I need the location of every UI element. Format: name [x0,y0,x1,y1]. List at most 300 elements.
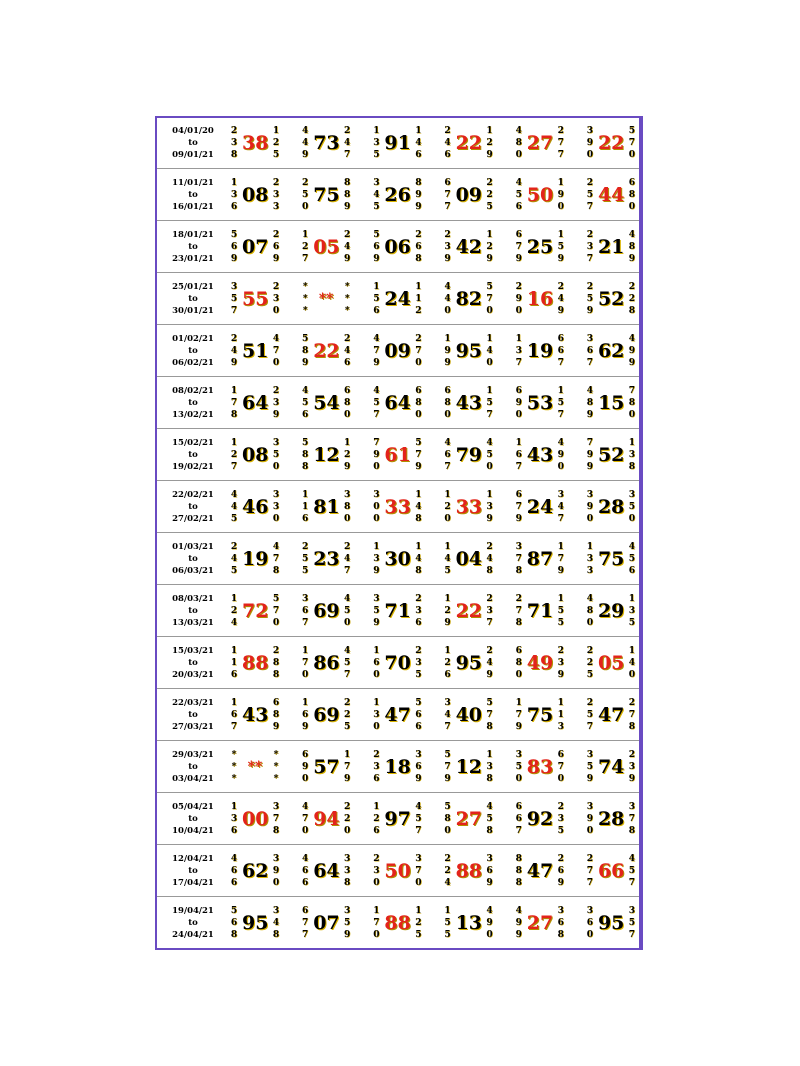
pana-digit: 1 [557,593,564,604]
close-pana [556,385,566,421]
pana-digit: 3 [586,126,594,136]
close-pana [485,593,495,629]
pana-digit: 9 [586,501,594,512]
close-pana [556,801,566,837]
pana-digit: 9 [230,253,238,264]
jodi-number: 97 [384,807,411,830]
close-pana [627,437,637,473]
day-cell [300,177,352,213]
date-to: 10/04/21 [172,825,214,836]
jodi-number: 95 [455,651,483,674]
open-pana [300,281,310,317]
pana-digit: 6 [373,773,380,784]
pana-digit: 4 [272,541,280,552]
open-pana [229,541,239,577]
day-cell [229,697,281,733]
pana-digit: 2 [415,593,422,604]
pana-digit: 8 [586,397,594,408]
table-row [157,896,639,948]
pana-digit: 9 [557,669,564,680]
close-pana [627,853,637,889]
jodi-number: 81 [313,495,340,518]
pana-digit: * [273,749,279,760]
pana-digit: 2 [486,189,493,200]
date-range [157,853,229,889]
pana-digit: 8 [628,461,636,472]
pana-digit: 7 [415,865,422,876]
date-range [157,333,229,369]
pana-digit: 0 [628,513,636,524]
pana-digit: 4 [444,293,451,304]
open-pana [514,801,524,837]
jodi-number: 47 [526,859,554,882]
pana-digit: 4 [557,293,564,304]
close-pana [342,385,352,421]
pana-digit: 7 [302,617,309,628]
pana-digit: 2 [486,593,493,604]
pana-digit: 3 [515,749,522,760]
pana-digit: 1 [557,709,564,720]
pana-digit: 7 [557,150,564,160]
open-pana [300,853,310,889]
pana-digit: 0 [373,501,380,512]
pana-digit: 3 [272,293,280,304]
pana-digit: 5 [230,513,238,524]
pana-digit: 7 [628,138,636,148]
pana-digit: 2 [344,697,351,708]
close-pana [627,125,637,161]
pana-digit: 8 [302,461,309,472]
date-range [157,281,229,317]
pana-digit: 1 [515,437,522,448]
pana-digit: 3 [557,721,564,732]
close-pana [556,437,566,473]
pana-digit: 0 [586,929,594,940]
pana-digit: 7 [373,437,380,448]
pana-digit: * [344,281,350,292]
pana-digit: 4 [344,553,351,564]
pana-digit: 3 [628,761,636,772]
jodi-number: 95 [455,339,483,362]
open-pana [300,333,310,369]
pana-digit: 9 [515,293,522,304]
jodi-number: 40 [455,703,483,726]
date-to: 19/02/21 [172,461,214,472]
open-pana [300,541,310,577]
pana-digit: 4 [230,489,238,500]
close-pana [627,749,637,785]
pana-digit: 0 [586,513,594,524]
pana-digit: 2 [373,853,380,864]
pana-digit: 2 [486,541,493,552]
pana-digit: 0 [486,357,493,368]
pana-digit: 4 [444,281,451,292]
close-pana [485,645,495,681]
day-cell [443,125,495,161]
pana-digit: 9 [444,357,451,368]
jodi-number: 38 [242,132,269,154]
close-pana [485,229,495,265]
jodi-number: 69 [313,599,340,622]
pana-digit: 2 [486,645,493,656]
open-pana [229,593,239,629]
pana-digit: 4 [515,177,522,188]
pana-digit: 1 [230,437,238,448]
day-cell [514,853,566,889]
pana-digit: 7 [515,709,522,720]
pana-digit: 1 [344,749,351,760]
open-pana [300,229,310,265]
pana-digit: 3 [415,749,422,760]
jodi-number: 33 [455,495,483,518]
pana-digit: 8 [415,397,422,408]
pana-digit: 1 [415,489,422,500]
pana-digit: 3 [272,501,280,512]
day-cell [229,853,281,889]
pana-digit: 8 [486,721,493,732]
pana-digit: 7 [628,385,636,396]
jodi-number: 42 [455,235,483,258]
day-cells [229,281,639,317]
day-cell [585,853,637,889]
table-row [157,272,639,324]
pana-digit: 8 [230,409,238,420]
day-cells [229,333,639,369]
day-cells [229,489,639,525]
pana-digit: 7 [586,437,594,448]
pana-digit: 1 [486,489,493,500]
pana-digit: 3 [230,281,238,292]
date-to-label: to [188,397,198,408]
pana-digit: 3 [344,905,351,916]
pana-digit: 5 [557,241,564,252]
pana-digit: 5 [344,721,351,732]
day-cell [229,281,281,317]
pana-digit: 0 [373,929,380,940]
open-pana [514,125,524,161]
pana-digit: 8 [344,877,351,888]
day-cell [229,749,281,785]
pana-digit: 6 [515,229,522,240]
pana-digit: 6 [302,709,309,720]
day-cell [514,801,566,837]
open-pana [300,489,310,525]
close-pana [271,177,281,213]
close-pana [627,281,637,317]
day-cell [514,437,566,473]
pana-digit: 0 [415,357,422,368]
pana-digit: 4 [415,138,422,148]
jodi-number: 08 [242,443,269,466]
pana-digit: 4 [486,345,493,356]
day-cell [585,489,637,525]
pana-digit: 4 [230,617,238,628]
date-from: 22/02/21 [172,489,214,500]
jodi-number: 05 [597,651,625,674]
close-pana [271,281,281,317]
jodi-number: 46 [242,495,269,518]
day-cell [300,593,352,629]
open-pana [514,853,524,889]
pana-digit: 7 [272,345,280,356]
date-to: 06/02/21 [172,357,214,368]
pana-digit: 9 [444,773,451,784]
jodi-number: 79 [455,443,483,466]
pana-digit: 5 [586,293,594,304]
pana-digit: 0 [272,357,280,368]
open-pana [514,645,524,681]
open-pana [585,853,595,889]
pana-digit: 6 [557,749,564,760]
day-cell [371,541,423,577]
pana-digit: 8 [415,253,422,264]
pana-digit: 2 [272,177,280,188]
pana-digit: 1 [486,333,493,344]
pana-digit: 0 [586,825,594,836]
pana-digit: 6 [415,617,422,628]
pana-digit: 4 [373,189,380,200]
date-from: 18/01/21 [172,229,214,240]
date-to-label: to [188,865,198,876]
day-cell [300,229,352,265]
pana-digit: 4 [302,138,309,148]
pana-digit: 2 [444,853,451,864]
close-pana [556,905,566,941]
pana-digit: 3 [515,345,522,356]
day-cell [229,645,281,681]
pana-digit: 2 [272,385,280,396]
pana-digit: 6 [415,150,422,160]
open-pana [229,801,239,837]
pana-digit: 8 [230,929,238,940]
day-cell [300,801,352,837]
open-pana [585,593,595,629]
pana-digit: 6 [515,489,522,500]
close-pana [342,281,352,317]
pana-digit: 9 [373,357,380,368]
pana-digit: 7 [586,201,594,212]
close-pana [485,437,495,473]
close-pana [556,593,566,629]
day-cell [371,801,423,837]
pana-digit: 7 [230,397,238,408]
open-pana [300,905,310,941]
jodi-number: 55 [242,287,269,310]
pana-digit: 5 [515,189,522,200]
pana-digit: 8 [628,305,636,316]
jodi-number: 22 [597,132,625,154]
pana-digit: 0 [373,669,380,680]
pana-digit: 9 [586,138,594,148]
pana-digit: 0 [344,513,351,524]
pana-digit: 2 [515,593,522,604]
pana-digit: * [231,761,237,772]
pana-digit: 3 [557,905,564,916]
close-pana [413,177,423,213]
day-cell [371,177,423,213]
day-cell [371,593,423,629]
day-cells [229,749,639,785]
pana-digit: 9 [486,253,493,264]
close-pana [556,697,566,733]
pana-digit: 5 [557,605,564,616]
pana-digit: 3 [586,241,594,252]
pana-digit: 2 [444,657,451,668]
pana-digit: 8 [515,617,522,628]
jodi-number: 51 [242,339,269,362]
jodi-number: 88 [242,651,269,674]
pana-digit: 2 [272,281,280,292]
pana-digit: 0 [302,201,309,212]
date-range [157,229,229,265]
jodi-number: 28 [597,495,625,518]
pana-digit: 9 [557,449,564,460]
pana-digit: 0 [272,513,280,524]
date-from: 08/02/21 [172,385,214,396]
pana-digit: 5 [628,126,636,136]
jodi-number: 15 [597,391,625,414]
jodi-number: 27 [455,807,483,830]
pana-digit: 0 [415,877,422,888]
close-pana [271,697,281,733]
pana-digit: 2 [344,126,351,136]
pana-digit: 5 [515,761,522,772]
pana-digit: 1 [230,177,238,188]
pana-digit: 3 [586,565,594,576]
day-cell [443,853,495,889]
pana-digit: 6 [628,177,636,188]
day-cells [229,905,639,941]
pana-digit: 9 [486,513,493,524]
pana-digit: 6 [373,241,380,252]
jodi-number: 87 [526,547,554,570]
pana-digit: 6 [373,305,380,316]
pana-digit: 3 [302,593,309,604]
pana-digit: 9 [344,253,351,264]
pana-digit: 7 [557,357,564,368]
pana-digit: 9 [515,253,522,264]
jodi-number: 27 [526,132,554,154]
pana-digit: 7 [628,877,636,888]
close-pana [556,749,566,785]
pana-digit: 7 [415,345,422,356]
pana-digit: 4 [515,126,522,136]
pana-digit: 6 [515,449,522,460]
jodi-number: 66 [597,859,625,882]
jodi-number: 64 [242,391,269,414]
pana-digit: 7 [515,605,522,616]
pana-digit: 2 [586,177,594,188]
pana-digit: 1 [486,749,493,760]
pana-digit: 6 [230,865,238,876]
day-cell [229,541,281,577]
pana-digit: 8 [486,773,493,784]
date-to-label: to [188,917,198,928]
pana-digit: 2 [444,501,451,512]
pana-digit: 1 [373,645,380,656]
pana-digit: 3 [628,605,636,616]
close-pana [342,125,352,161]
jodi-number: 22 [455,132,483,154]
pana-digit: 7 [557,409,564,420]
pana-digit: 3 [344,865,351,876]
pana-digit: * [344,293,350,304]
day-cell [585,749,637,785]
close-pana [413,281,423,317]
close-pana [342,801,352,837]
pana-digit: 3 [272,397,280,408]
jodi-number: 30 [384,547,411,570]
pana-digit: 0 [486,461,493,472]
date-range [157,437,229,473]
pana-digit: 8 [415,513,422,524]
pana-digit: 7 [272,553,280,564]
pana-digit: 6 [302,865,309,876]
pana-digit: 3 [444,697,451,708]
jodi-number: 86 [313,651,340,674]
pana-digit: 3 [586,905,594,916]
pana-digit: 5 [486,697,493,708]
day-cell [300,489,352,525]
date-range [157,385,229,421]
pana-digit: 4 [628,657,636,668]
pana-digit: 1 [628,645,636,656]
jodi-number: 69 [313,703,340,726]
pana-digit: 1 [628,437,636,448]
day-cells [229,593,639,629]
jodi-number: 47 [384,703,411,726]
pana-digit: 0 [628,409,636,420]
pana-digit: 9 [515,721,522,732]
jodi-number: 53 [526,391,554,414]
date-to: 30/01/21 [172,305,214,316]
close-pana [271,125,281,161]
close-pana [271,853,281,889]
pana-digit: 3 [373,138,380,148]
pana-digit: 1 [486,385,493,396]
close-pana [556,333,566,369]
pana-digit: 7 [444,461,451,472]
day-cell [443,437,495,473]
jodi-number: 64 [313,859,340,882]
day-cells [229,385,639,421]
pana-digit: 8 [344,501,351,512]
open-pana [514,437,524,473]
jodi-number: 24 [526,495,554,518]
jodi-number: 57 [313,755,340,778]
day-cell [585,385,637,421]
pana-digit: 5 [373,397,380,408]
date-range [157,177,229,213]
pana-digit: 4 [302,385,309,396]
date-to: 16/01/21 [172,201,214,212]
pana-digit: 1 [373,281,380,292]
close-pana [485,801,495,837]
pana-digit: 7 [557,553,564,564]
open-pana [443,437,453,473]
pana-digit: 7 [557,138,564,148]
pana-digit: 6 [515,385,522,396]
pana-digit: 8 [344,177,351,188]
pana-digit: 9 [415,189,422,200]
pana-digit: 6 [415,709,422,720]
jodi-number: 07 [313,911,340,934]
pana-digit: 5 [344,657,351,668]
pana-digit: 9 [557,253,564,264]
pana-digit: 4 [586,385,594,396]
day-cell [300,333,352,369]
open-pana [300,177,310,213]
